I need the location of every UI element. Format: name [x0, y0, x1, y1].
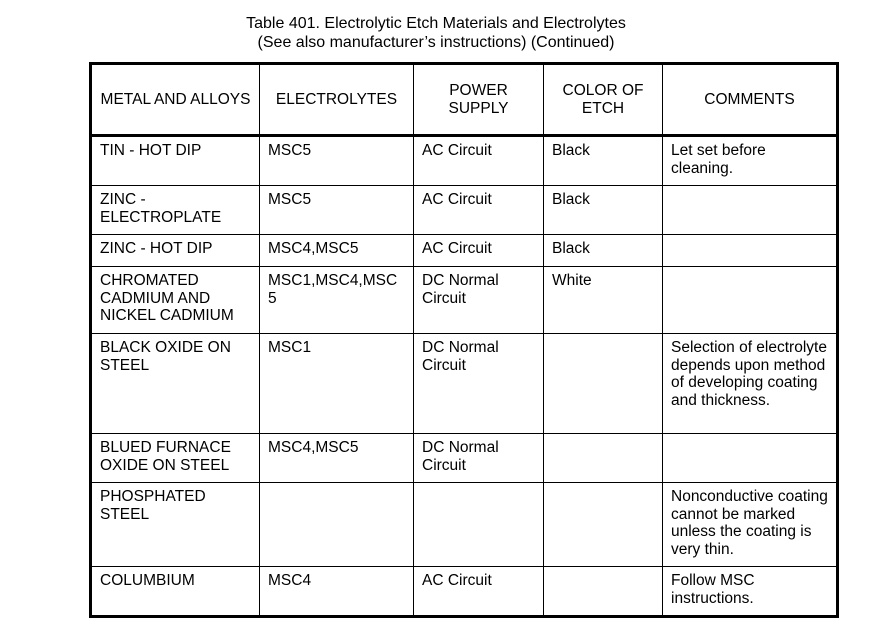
table-title	[0, 14, 872, 52]
header-power-supply: POWER SUPPLY	[414, 64, 544, 136]
cell-power-supply: DC Normal Circuit	[414, 334, 544, 434]
cell-color-of-etch	[544, 434, 663, 483]
table-header-row	[91, 64, 838, 136]
table-row	[91, 483, 838, 567]
cell-comments	[663, 235, 838, 267]
cell-power-supply: AC Circuit	[414, 136, 544, 186]
cell-comments	[663, 434, 838, 483]
cell-color-of-etch: Black	[544, 186, 663, 235]
table-title-line-2: (See also manufacturer’s instructions) (Continued)	[257, 34, 615, 51]
cell-metal: BLACK OXIDE ON STEEL	[91, 334, 260, 434]
cell-power-supply: DC Normal Circuit	[414, 267, 544, 334]
cell-electrolytes: MSC4,MSC5	[260, 235, 414, 267]
cell-comments	[663, 186, 838, 235]
header-color-of-etch: COLOR OF ETCH	[544, 64, 663, 136]
cell-metal: ZINC - ELECTROPLATE	[91, 186, 260, 235]
table-row	[91, 136, 838, 186]
cell-electrolytes: MSC5	[260, 186, 414, 235]
cell-color-of-etch	[544, 483, 663, 567]
cell-electrolytes: MSC5	[260, 136, 414, 186]
cell-power-supply: AC Circuit	[414, 567, 544, 617]
cell-power-supply: DC Normal Circuit	[414, 434, 544, 483]
cell-comments	[663, 267, 838, 334]
cell-power-supply	[414, 483, 544, 567]
table-row	[91, 567, 838, 617]
cell-electrolytes: MSC4	[260, 567, 414, 617]
cell-metal: COLUMBIUM	[91, 567, 260, 617]
cell-comments: Follow MSC instructions.	[671, 572, 755, 607]
cell-metal: CHROMATED CADMIUM AND NICKEL CADMIUM	[91, 267, 260, 334]
cell-electrolytes	[260, 483, 414, 567]
cell-metal: TIN - HOT DIP	[91, 136, 260, 186]
cell-power-supply: AC Circuit	[414, 186, 544, 235]
table-row	[91, 334, 838, 434]
cell-color-of-etch	[544, 334, 663, 434]
table-title-line-1: Table 401. Electrolytic Etch Materials and Electrolytes	[246, 15, 626, 32]
etch-materials-table	[89, 62, 839, 618]
cell-metal: ZINC - HOT DIP	[91, 235, 260, 267]
cell-comments: Let set before cleaning.	[663, 136, 838, 186]
cell-color-of-etch	[544, 567, 663, 617]
cell-metal: PHOSPHATED STEEL	[91, 483, 260, 567]
cell-electrolytes: MSC4,MSC5	[260, 434, 414, 483]
header-comments: COMMENTS	[663, 64, 838, 136]
table-row	[91, 186, 838, 235]
cell-electrolytes: MSC1,MSC4,MSC5	[260, 267, 414, 334]
cell-electrolytes: MSC1	[260, 334, 414, 434]
cell-comments: Selection of electrolyte depends upon method of developing coating and thickness.	[663, 334, 838, 434]
cell-color-of-etch: White	[544, 267, 663, 334]
header-electrolytes: ELECTROLYTES	[260, 64, 414, 136]
cell-power-supply: AC Circuit	[414, 235, 544, 267]
table-row	[91, 434, 838, 483]
header-metal-and-alloys: METAL AND ALLOYS	[91, 64, 260, 136]
cell-color-of-etch: Black	[544, 235, 663, 267]
table-row	[91, 267, 838, 334]
cell-metal: BLUED FURNACE OXIDE ON STEEL	[91, 434, 260, 483]
table-row	[91, 235, 838, 267]
cell-color-of-etch: Black	[544, 136, 663, 186]
cell-comments: Nonconductive coating cannot be marked unless the coating is very thin.	[663, 483, 838, 567]
